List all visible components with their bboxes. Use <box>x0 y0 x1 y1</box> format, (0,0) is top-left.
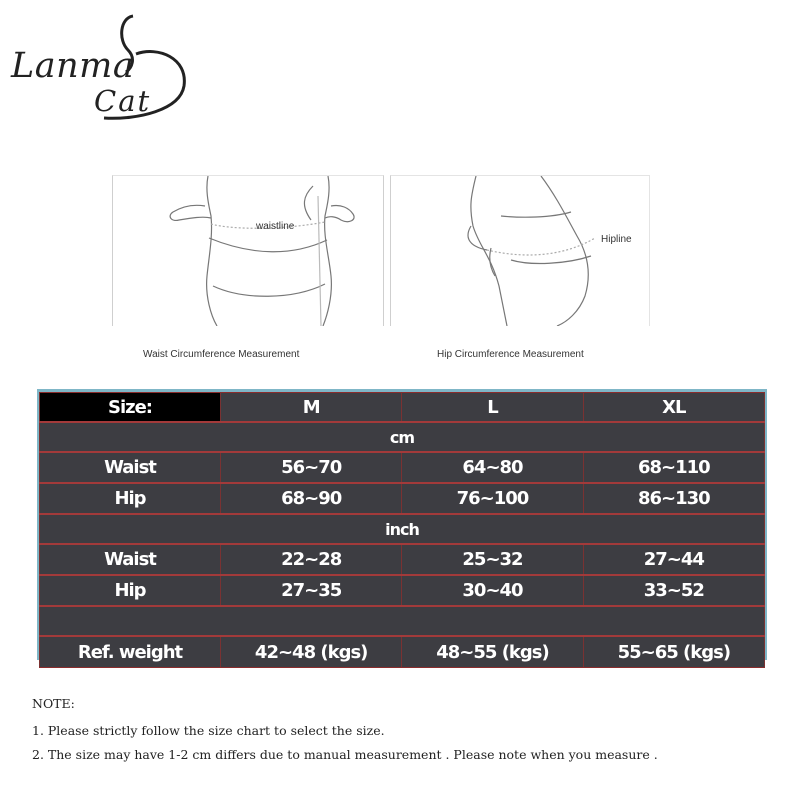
table-cell: 27~44 <box>583 544 764 575</box>
logo-text-cat: Cat <box>94 84 152 118</box>
table-cell: 68~90 <box>221 483 402 514</box>
row-label: Waist <box>40 452 221 483</box>
table-cell: 30~40 <box>402 575 583 606</box>
table-row <box>40 452 765 483</box>
size-chart <box>37 389 767 663</box>
table-header-row <box>40 393 765 423</box>
table-cell: 86~130 <box>583 483 764 514</box>
unit-label-inch: inch <box>40 514 765 544</box>
size-header-m: M <box>221 393 402 423</box>
weight-row <box>40 636 765 668</box>
waistline-label: waistline <box>256 221 295 232</box>
hip-illustration <box>390 175 650 326</box>
row-label: Waist <box>40 544 221 575</box>
size-header-xl: XL <box>583 393 764 423</box>
table-cell: 48~55 (kgs) <box>402 636 583 668</box>
table-cell: 33~52 <box>583 575 764 606</box>
row-label: Hip <box>40 483 221 514</box>
logo-text-lanma: Lanma <box>11 46 135 86</box>
table-cell: 55~65 (kgs) <box>583 636 764 668</box>
note-line-1: 1. Please strictly follow the size chart to select the size. <box>32 723 385 738</box>
table-row <box>40 544 765 575</box>
table-cell: 76~100 <box>402 483 583 514</box>
table-cell: 68~110 <box>583 452 764 483</box>
hip-caption: Hip Circumference Measurement <box>437 349 584 360</box>
hipline-label: Hipline <box>601 234 632 245</box>
row-label: Ref. weight <box>40 636 221 668</box>
notes-title: NOTE: <box>32 696 75 711</box>
table-cell: 25~32 <box>402 544 583 575</box>
unit-row-cm <box>40 422 765 452</box>
hip-figure-drawing <box>391 176 649 326</box>
notes-section <box>32 696 658 771</box>
blank-cell <box>40 606 765 636</box>
size-table <box>39 392 765 668</box>
size-header-l: L <box>402 393 583 423</box>
table-row <box>40 575 765 606</box>
note-line-2: 2. The size may have 1-2 cm differs due to manual measurement . Please note when you measure . <box>32 747 658 762</box>
waist-caption: Waist Circumference Measurement <box>143 349 300 360</box>
brand-logo <box>8 6 198 126</box>
waist-illustration <box>112 175 384 326</box>
table-cell: 22~28 <box>221 544 402 575</box>
waist-figure-drawing <box>113 176 383 326</box>
size-header-label: Size: <box>40 393 221 423</box>
table-cell: 42~48 (kgs) <box>221 636 402 668</box>
table-row <box>40 483 765 514</box>
table-cell: 27~35 <box>221 575 402 606</box>
unit-row-inch <box>40 514 765 544</box>
blank-row <box>40 606 765 636</box>
table-cell: 56~70 <box>221 452 402 483</box>
unit-label-cm: cm <box>40 422 765 452</box>
table-cell: 64~80 <box>402 452 583 483</box>
row-label: Hip <box>40 575 221 606</box>
